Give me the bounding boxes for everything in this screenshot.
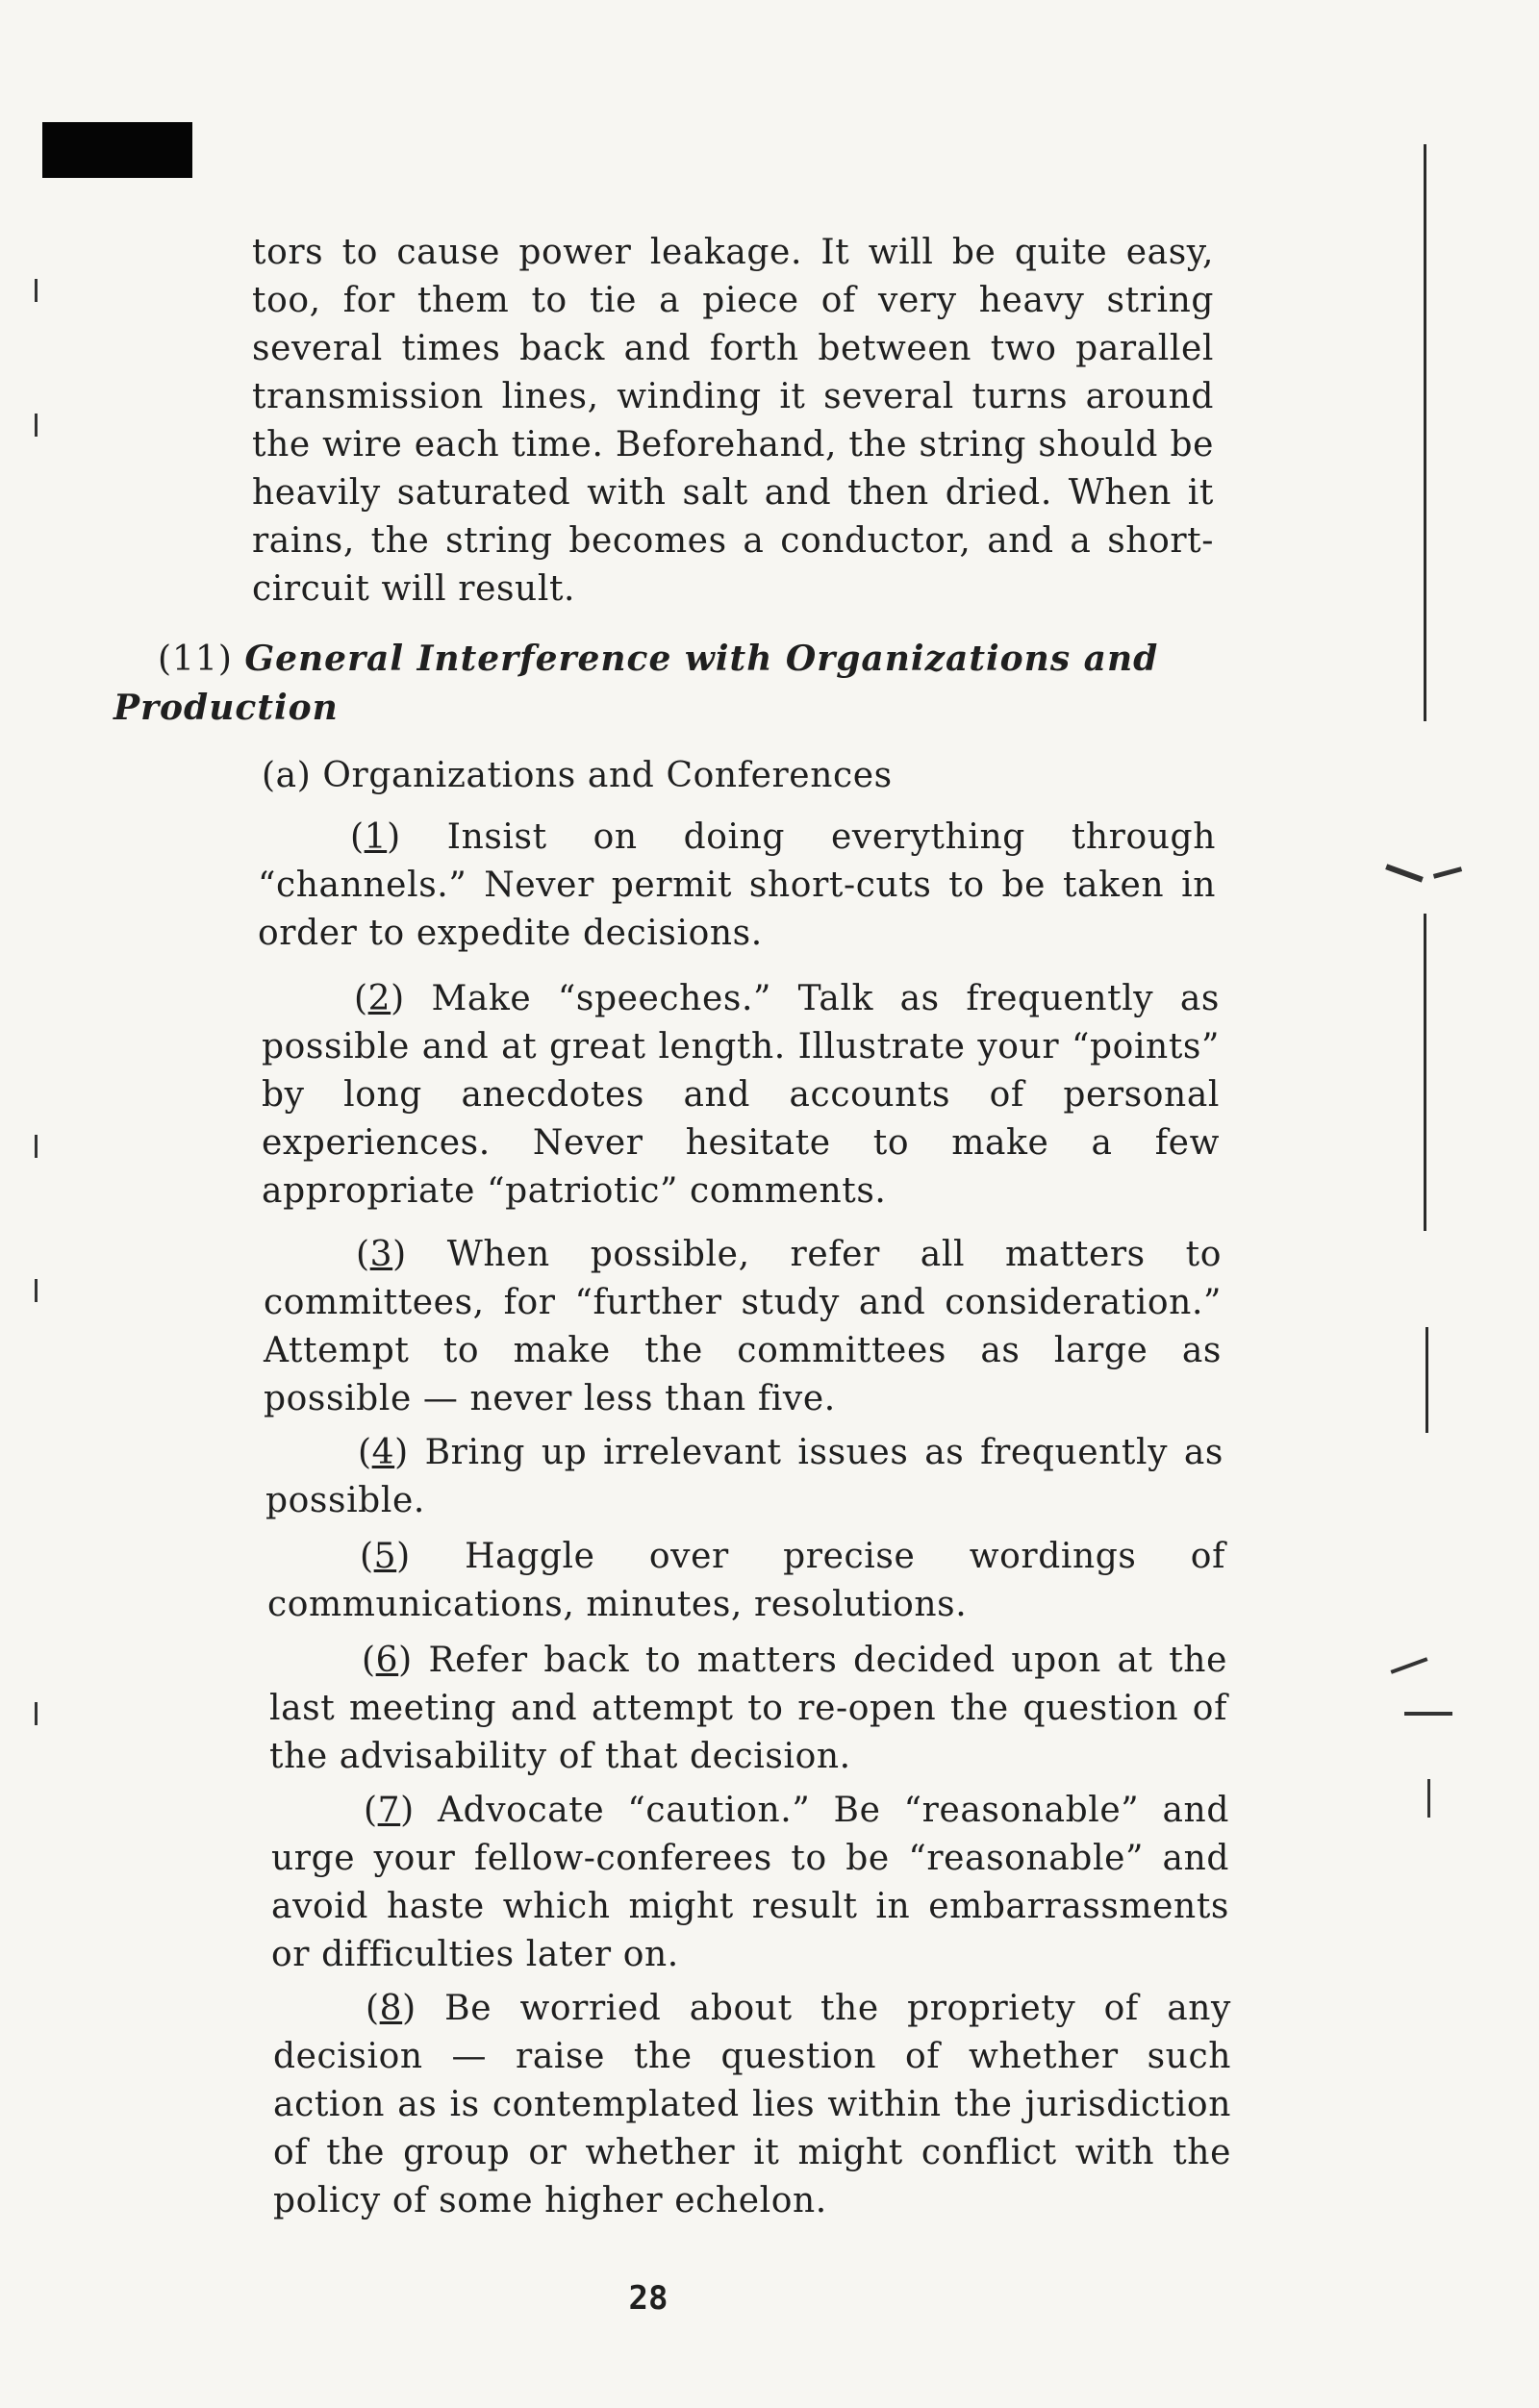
page-number: 28 — [628, 2279, 669, 2318]
scan-artifact — [1427, 1779, 1430, 1818]
section-title: General Interference with Organizations and Production — [114, 639, 1159, 728]
section-heading — [114, 635, 1210, 733]
item-text: Advocate “caution.” Be “reasonable” and urge your fellow-conferees to be “reasonable” and avoid haste which might result in embarrassments or difficulties later on. — [271, 1791, 1229, 1974]
scan-artifact — [35, 1702, 38, 1725]
list-item: (7) Advocate “caution.” Be “reasonable” and urge your fellow-conferees to be “reasonable” and avoid haste which might result in embarrassments or difficulties later on. — [271, 1791, 1229, 1974]
list-item: (5) Haggle over precise wordings of communications, minutes, resolutions. — [267, 1537, 1225, 1624]
item-text: Bring up irrelevant issues as frequently as possible. — [265, 1433, 1224, 1520]
item-number: 4 — [371, 1433, 395, 1472]
item-text: When possible, refer all matters to committees, for “further study and consideration.” Attempt to make the committees as large as possible — never less than five. — [264, 1235, 1222, 1418]
intro-paragraph: tors to cause power leakage. It will be quite easy, too, for them to tie a piece of very heavy string several times back and forth between two parallel transmission lines, winding it several turns around the wire each time. Beforehand, the string should be heavily saturated with salt and then dried. When it rains, the string becomes a conductor, and a short-circuit will result. — [252, 233, 1214, 609]
scan-edge-line — [1424, 914, 1426, 1231]
scan-artifact — [1404, 1712, 1452, 1716]
scan-edge-line — [1425, 1327, 1428, 1433]
scan-artifact — [35, 279, 38, 302]
scan-artifact — [1385, 864, 1424, 882]
section-number: (11) — [158, 640, 233, 679]
list-item: (6) Refer back to matters decided upon at the last meeting and attempt to re-open the question of the advisability of that decision. — [269, 1641, 1227, 1776]
list-item: (8) Be worried about the propriety of any decision — raise the question of whether such action as is contemplated lies within the jurisdiction of the group or whether it might conflict with the policy of some higher echelon. — [273, 1989, 1231, 2220]
subsection-heading: (a) Organizations and Conferences — [262, 756, 893, 795]
item-number: 6 — [375, 1641, 399, 1680]
scan-edge-line — [1424, 144, 1426, 721]
scan-artifact — [35, 1135, 38, 1158]
scan-artifact — [35, 414, 38, 437]
item-text: Haggle over precise wordings of communications, minutes, resolutions. — [267, 1537, 1225, 1624]
item-number: 2 — [367, 979, 391, 1018]
list-item: (3) When possible, refer all matters to committees, for “further study and consideration.” Attempt to make the committees as large as possible — never less than five. — [264, 1235, 1222, 1418]
scan-artifact — [35, 1279, 38, 1302]
item-number: 3 — [369, 1235, 393, 1274]
item-text: Insist on doing everything through “channels.” Never permit short-cuts to be taken in order to expedite decisions. — [258, 817, 1216, 953]
list-item: (1) Insist on doing everything through “channels.” Never permit short-cuts to be taken in order to expedite decisions. — [258, 817, 1216, 953]
item-text: Make “speeches.” Talk as frequently as possible and at great length. Illustrate your “points” by long anecdotes and accounts of personal experiences. Never hesitate to make a few appropriate “patriotic” comments. — [262, 979, 1220, 1211]
item-number: 5 — [373, 1537, 397, 1576]
redaction-block — [42, 122, 192, 178]
item-text: Refer back to matters decided upon at the last meeting and attempt to re-open the question of the advisability of that decision. — [269, 1641, 1227, 1776]
item-number: 7 — [377, 1791, 401, 1830]
list-item: (4) Bring up irrelevant issues as frequently as possible. — [265, 1433, 1224, 1520]
list-item: (2) Make “speeches.” Talk as frequently as possible and at great length. Illustrate your “points” by long anecdotes and accounts of personal experiences. Never hesitate to make a few appropriate “patriotic” comments. — [262, 979, 1220, 1211]
item-number: 8 — [379, 1989, 403, 2028]
item-text: Be worried about the propriety of any decision — raise the question of whether such action as is contemplated lies within the jurisdiction of the group or whether it might conflict with the policy of some higher echelon. — [273, 1989, 1231, 2220]
scan-artifact — [1433, 866, 1462, 879]
scan-artifact — [1391, 1657, 1428, 1673]
item-number: 1 — [364, 817, 388, 857]
